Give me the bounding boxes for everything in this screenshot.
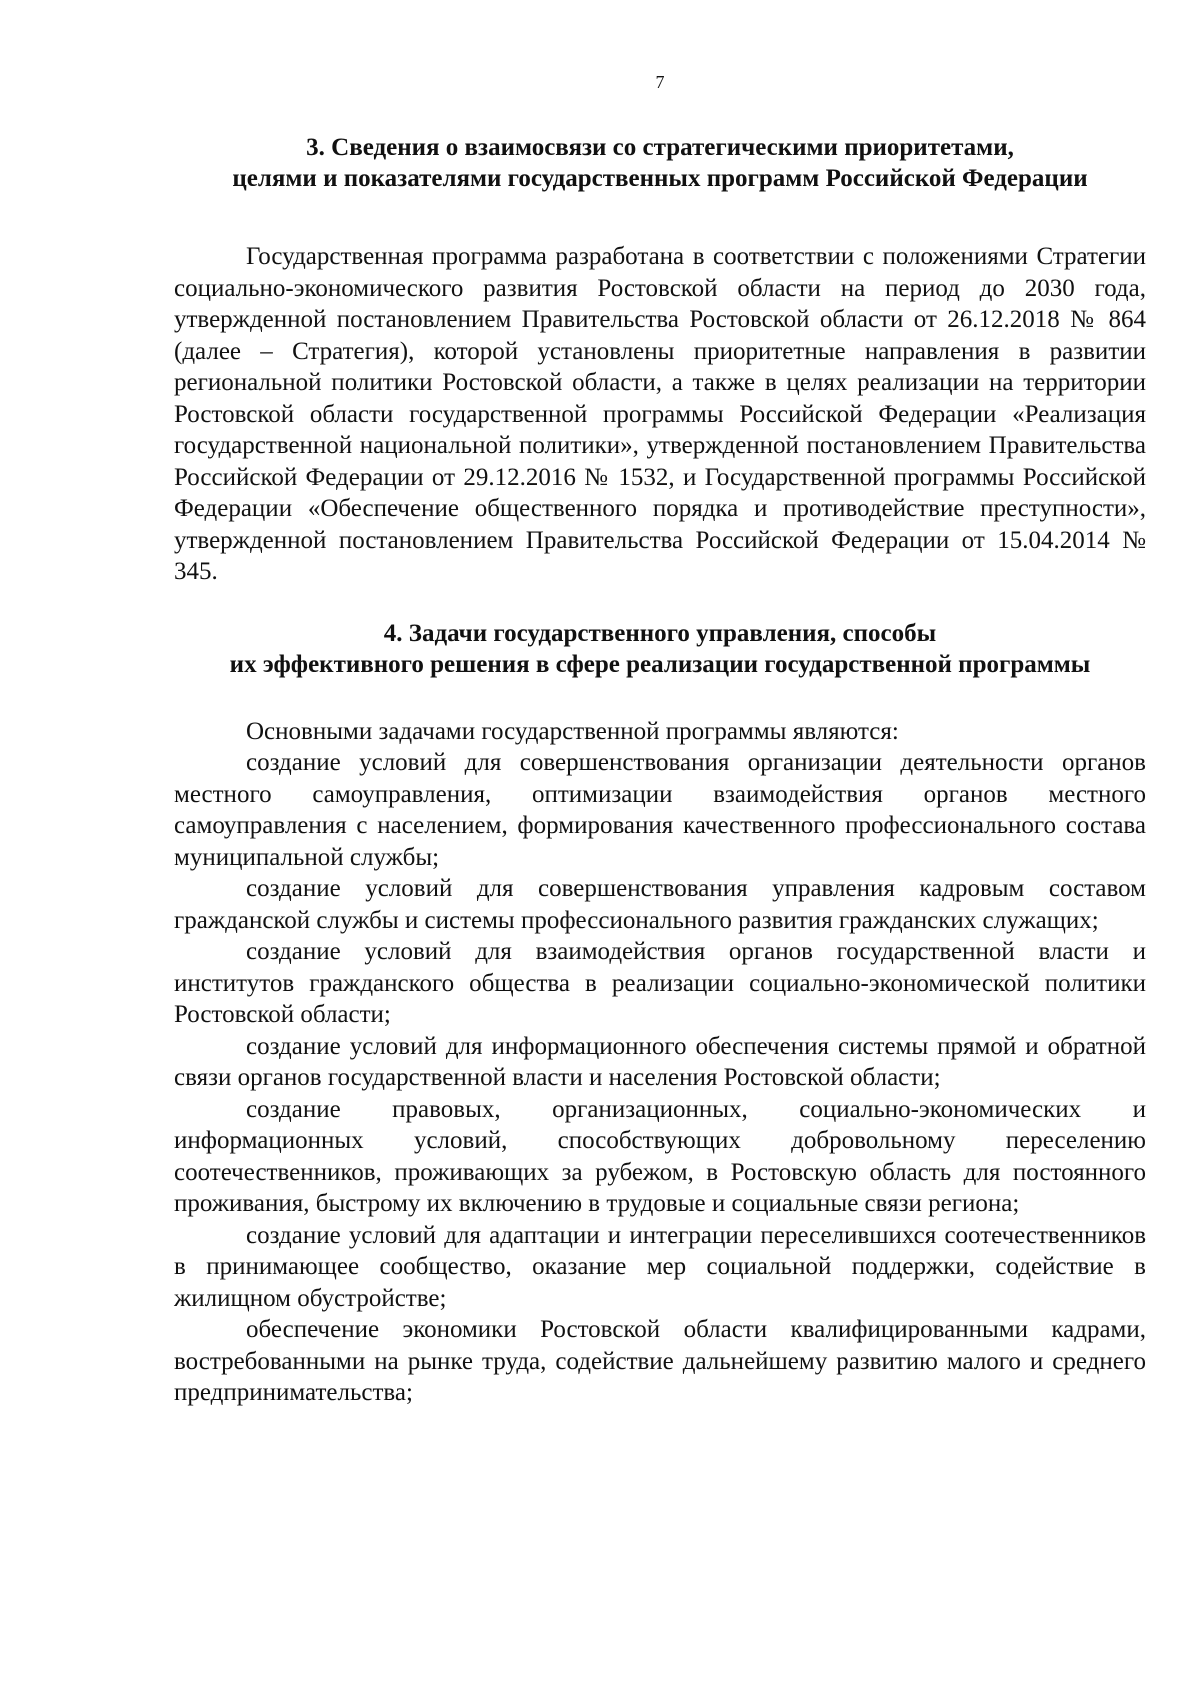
section-3-heading-line-1: 3. Сведения о взаимосвязи со стратегическими приоритетами, [306,134,1014,161]
section-3-heading-line-2: целями и показателями государственных программ Российской Федерации [232,165,1088,192]
list-item: создание условий для совершенствования организации деятельности органов местного самоуправления, оптимизации взаимодействия органов местного самоуправления с населением, формирования качественного профессионального состава муниципальной службы; [174,749,1146,871]
list-item: создание условий для совершенствования управления кадровым составом гражданской службы и системы профессионального развития гражданских служащих; [174,875,1146,934]
list-item: создание условий для взаимодействия органов государственной власти и институтов гражданского общества в реализации социально-экономической политики Ростовской области; [174,938,1146,1028]
section-4-intro: Основными задачами государственной программы являются: [246,717,899,745]
section-4-heading-line-1: 4. Задачи государственного управления, способы [383,619,937,647]
section-4-heading-line-2: их эффективного решения в сфере реализации государственной программы [229,650,1091,678]
section-3-paragraph: Государственная программа разработана в соответствии с положениями Стратегии социально-экономического развития Ростовской области на период до 2030 года, утвержденной постановлением Правительства Ростовской области от 26.12.2018 № 864 (далее – Стратегия), которой установлены приоритетные направления в развитии региональной политики Ростовской области, а также в целях реализации на территории Ростовской области государственной программы Российской Федерации «Реализация государственной национальной политики», утвержденной постановлением Правительства Российской Федерации от 29.12.2016 № 1532, и Государственной программы Российской Федерации «Обеспечение общественного порядка и противодействие преступности», утвержденной постановлением Правительства Российской Федерации от 15.04.2014 № 345. [174,243,1146,585]
task-list [174,747,1146,1409]
section-4-heading [174,618,1146,680]
list-item: обеспечение экономики Ростовской области квалифицированными кадрами, востребованными на рынке труда, содействие дальнейшему развитию малого и среднего предпринимательства; [174,1316,1146,1406]
list-item: создание правовых, организационных, социально-экономических и информационных условий, способствующих добровольному переселению соотечественников, проживающих за рубежом, в Ростовскую область для постоянного проживания, быстрому их включению в трудовые и социальные связи региона; [174,1095,1146,1217]
section-3-heading [174,132,1146,194]
page-number: 7 [655,72,665,92]
list-item: создание условий для адаптации и интеграции переселившихся соотечественников в принимающее сообщество, оказание мер социальной поддержки, содействие в жилищном обустройстве; [174,1221,1146,1312]
document-page [174,60,1146,1409]
list-item: создание условий для информационного обеспечения системы прямой и обратной связи органов государственной власти и населения Ростовской области; [174,1032,1146,1091]
